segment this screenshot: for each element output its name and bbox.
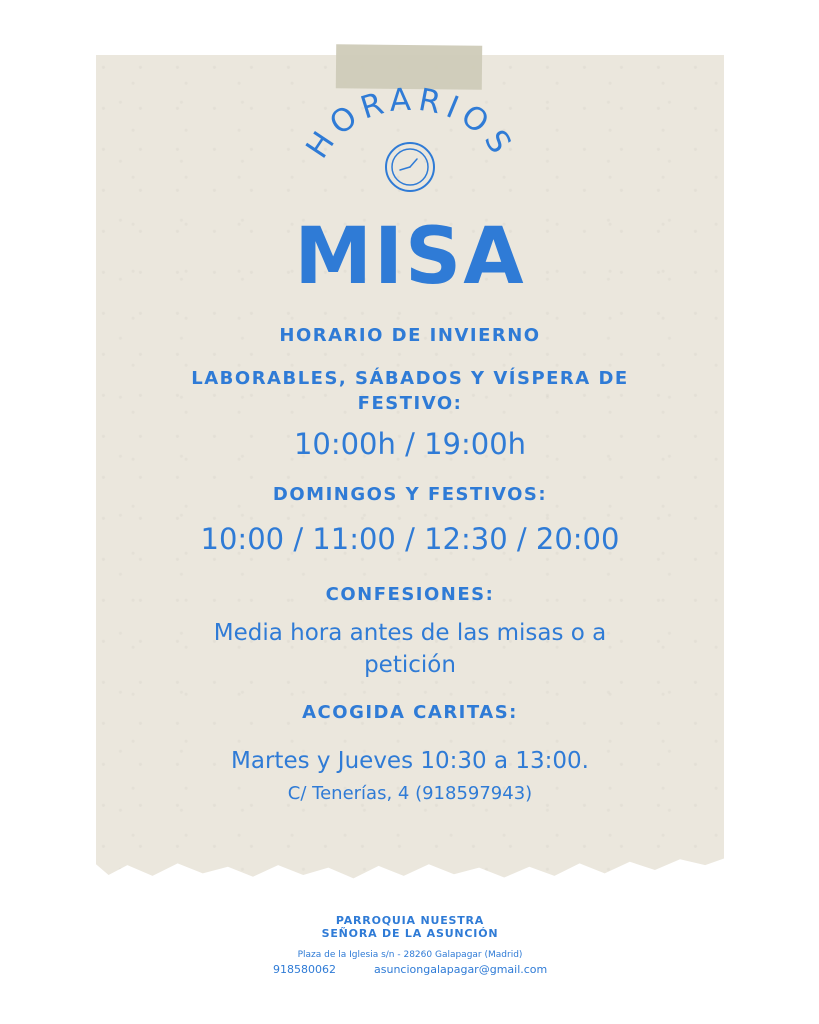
clock-icon	[384, 141, 436, 193]
confessions-text: Media hora antes de las misas o a petición	[213, 620, 607, 678]
parish-name: PARROQUIA NUESTRA SEÑORA DE LA ASUNCIÓN	[321, 914, 499, 940]
weekdays-heading: LABORABLES, SÁBADOS Y VÍSPERA DE FESTIVO:	[191, 368, 629, 414]
horarios-text: HORARIOS	[299, 81, 521, 165]
parish-address: Plaza de la Iglesia s/n - 28260 Galapagar (Madrid)	[297, 950, 523, 960]
sundays-heading: DOMINGOS Y FESTIVOS:	[272, 484, 548, 505]
parish-phone: 918580062	[273, 963, 336, 976]
parish-email: asunciongalapagar@gmail.com	[374, 963, 548, 976]
weekdays-times: 10:00h / 19:00h	[293, 427, 527, 461]
main-title: MISA	[294, 212, 526, 302]
season-heading: HORARIO DE INVIERNO	[279, 325, 541, 346]
caritas-times: Martes y Jueves 10:30 a 13:00.	[231, 748, 589, 774]
caritas-address: C/ Tenerías, 4 (918597943)	[287, 783, 533, 804]
confessions-heading: CONFESIONES:	[325, 584, 495, 605]
sundays-times: 10:00 / 11:00 / 12:30 / 20:00	[200, 522, 620, 556]
caritas-heading: ACOGIDA CARITAS:	[302, 702, 518, 723]
